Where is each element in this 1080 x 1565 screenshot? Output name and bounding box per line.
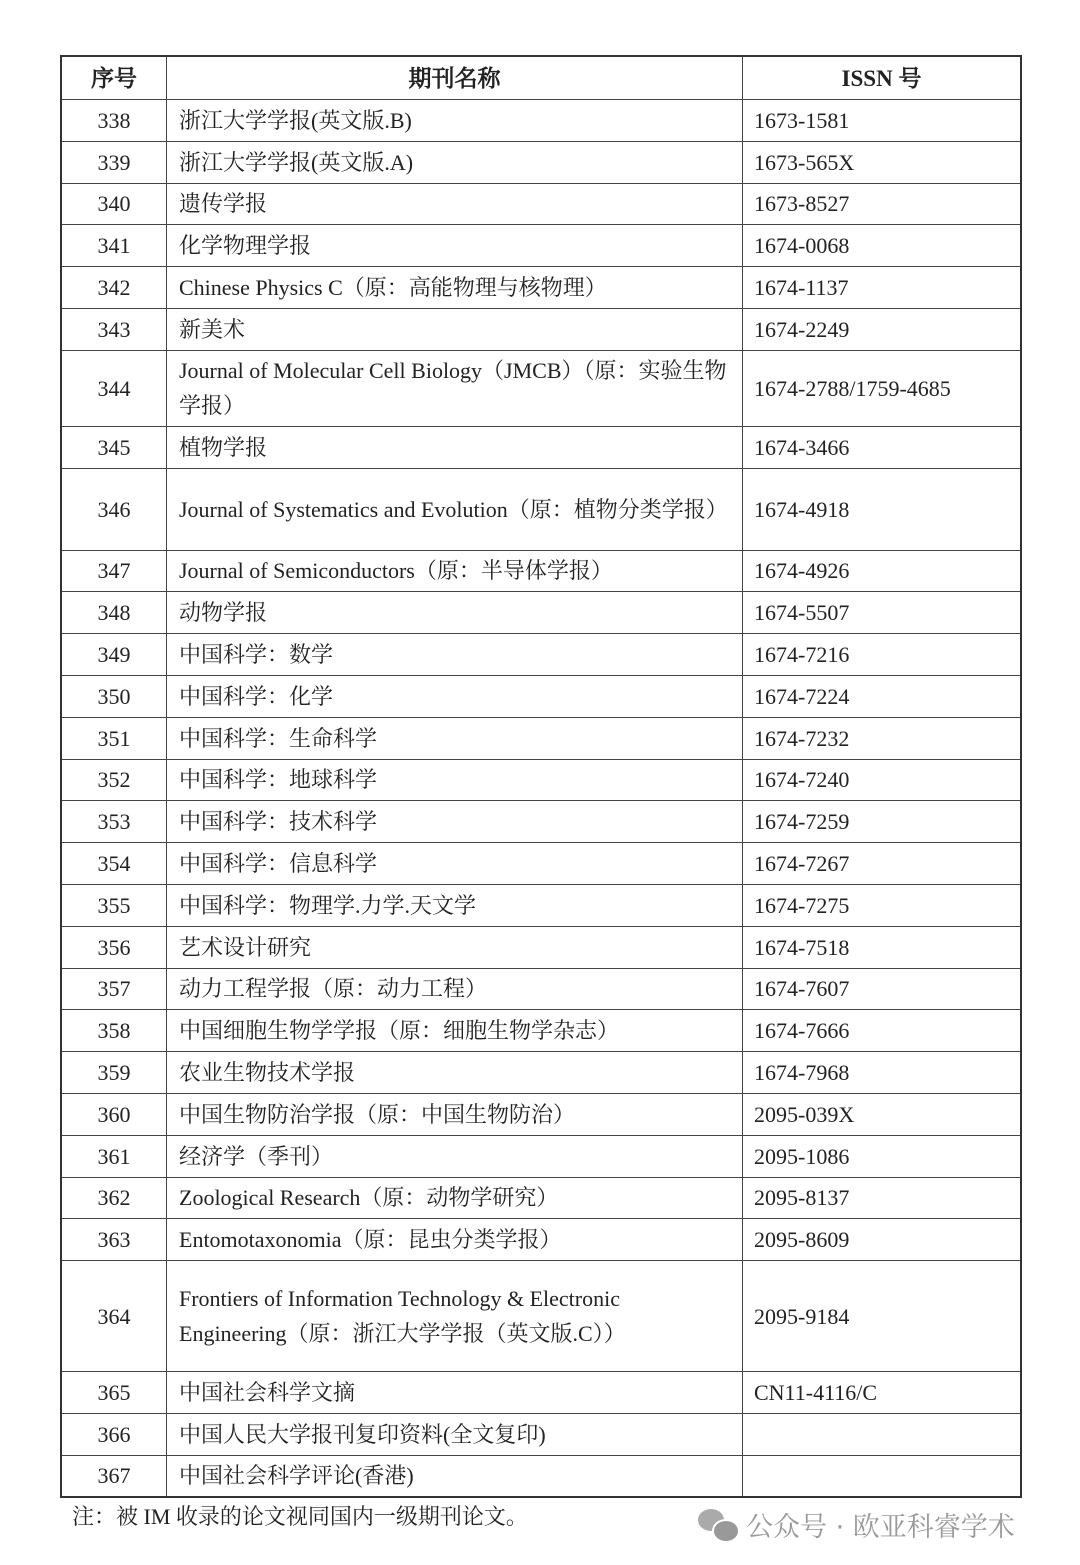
journal-name: 动物学报 bbox=[167, 592, 743, 634]
issn: 1674-7607 bbox=[743, 968, 1022, 1010]
journal-name: 中国科学：数学 bbox=[167, 634, 743, 676]
row-number: 353 bbox=[61, 801, 167, 843]
row-number: 355 bbox=[61, 884, 167, 926]
table-row bbox=[61, 1261, 1021, 1372]
table-row bbox=[61, 426, 1021, 468]
row-number: 356 bbox=[61, 926, 167, 968]
issn: 1674-5507 bbox=[743, 592, 1022, 634]
issn: 1674-7216 bbox=[743, 634, 1022, 676]
issn: 1674-7224 bbox=[743, 675, 1022, 717]
journal-name: 浙江大学学报(英文版.B) bbox=[167, 100, 743, 142]
row-number: 348 bbox=[61, 592, 167, 634]
row-number: 345 bbox=[61, 426, 167, 468]
row-number: 362 bbox=[61, 1177, 167, 1219]
journal-name: 农业生物技术学报 bbox=[167, 1052, 743, 1094]
journal-name: 中国科学：地球科学 bbox=[167, 759, 743, 801]
issn bbox=[743, 1413, 1022, 1455]
table-row bbox=[61, 926, 1021, 968]
table-row bbox=[61, 968, 1021, 1010]
issn: 1674-4918 bbox=[743, 468, 1022, 550]
issn: 1674-7275 bbox=[743, 884, 1022, 926]
journal-name: Journal of Systematics and Evolution（原：植物分类学报） bbox=[167, 468, 743, 550]
table-row bbox=[61, 183, 1021, 225]
issn: 1674-7518 bbox=[743, 926, 1022, 968]
journal-name: 艺术设计研究 bbox=[167, 926, 743, 968]
header-no: 序号 bbox=[61, 56, 167, 100]
table-row bbox=[61, 350, 1021, 426]
journal-name: Zoological Research（原：动物学研究） bbox=[167, 1177, 743, 1219]
issn: 2095-9184 bbox=[743, 1261, 1022, 1372]
journal-name: 中国社会科学评论(香港) bbox=[167, 1455, 743, 1497]
journal-name: 中国细胞生物学学报（原：细胞生物学杂志） bbox=[167, 1010, 743, 1052]
wechat-icon bbox=[698, 1509, 738, 1541]
table-header-row bbox=[61, 56, 1021, 100]
row-number: 363 bbox=[61, 1219, 167, 1261]
issn: 1674-4926 bbox=[743, 550, 1022, 592]
row-number: 344 bbox=[61, 350, 167, 426]
issn: 2095-8137 bbox=[743, 1177, 1022, 1219]
journal-name: 植物学报 bbox=[167, 426, 743, 468]
journal-table bbox=[60, 55, 1022, 1498]
watermark bbox=[698, 1505, 1015, 1544]
row-number: 365 bbox=[61, 1372, 167, 1414]
journal-name: Journal of Molecular Cell Biology（JMCB）（原：实验生物学报） bbox=[167, 350, 743, 426]
header-journal-name: 期刊名称 bbox=[167, 56, 743, 100]
issn: 1674-1137 bbox=[743, 267, 1022, 309]
row-number: 354 bbox=[61, 843, 167, 885]
table-row bbox=[61, 100, 1021, 142]
issn: 1674-7666 bbox=[743, 1010, 1022, 1052]
issn: 1673-1581 bbox=[743, 100, 1022, 142]
journal-name: 中国科学：生命科学 bbox=[167, 717, 743, 759]
issn bbox=[743, 1455, 1022, 1497]
issn: 1674-7240 bbox=[743, 759, 1022, 801]
issn: CN11-4116/C bbox=[743, 1372, 1022, 1414]
table-row bbox=[61, 801, 1021, 843]
journal-name: 中国科学：物理学.力学.天文学 bbox=[167, 884, 743, 926]
journal-name: Frontiers of Information Technology & Electronic Engineering（原：浙江大学学报（英文版.C）） bbox=[167, 1261, 743, 1372]
footnote: 注：被 IM 收录的论文视同国内一级期刊论文。 bbox=[72, 1504, 528, 1529]
issn: 1674-7232 bbox=[743, 717, 1022, 759]
row-number: 342 bbox=[61, 267, 167, 309]
table-row bbox=[61, 634, 1021, 676]
table-row bbox=[61, 717, 1021, 759]
issn: 1674-7968 bbox=[743, 1052, 1022, 1094]
journal-name: 遗传学报 bbox=[167, 183, 743, 225]
journal-name: 中国社会科学文摘 bbox=[167, 1372, 743, 1414]
journal-name: 经济学（季刊） bbox=[167, 1135, 743, 1177]
table-row bbox=[61, 225, 1021, 267]
table-row bbox=[61, 550, 1021, 592]
table-row bbox=[61, 308, 1021, 350]
table-row bbox=[61, 884, 1021, 926]
row-number: 351 bbox=[61, 717, 167, 759]
row-number: 341 bbox=[61, 225, 167, 267]
journal-name: 中国科学：化学 bbox=[167, 675, 743, 717]
row-number: 338 bbox=[61, 100, 167, 142]
issn: 2095-8609 bbox=[743, 1219, 1022, 1261]
issn: 1674-7259 bbox=[743, 801, 1022, 843]
table-row bbox=[61, 592, 1021, 634]
row-number: 346 bbox=[61, 468, 167, 550]
journal-name: Chinese Physics C（原：高能物理与核物理） bbox=[167, 267, 743, 309]
watermark-text: 公众号 · 欧亚科睿学术 bbox=[746, 1512, 1015, 1543]
journal-name: Journal of Semiconductors（原：半导体学报） bbox=[167, 550, 743, 592]
journal-name: 新美术 bbox=[167, 308, 743, 350]
issn: 2095-039X bbox=[743, 1093, 1022, 1135]
table-row bbox=[61, 267, 1021, 309]
table-row bbox=[61, 141, 1021, 183]
table-row bbox=[61, 1177, 1021, 1219]
issn: 1673-565X bbox=[743, 141, 1022, 183]
journal-name: Entomotaxonomia（原：昆虫分类学报） bbox=[167, 1219, 743, 1261]
journal-name: 中国科学：信息科学 bbox=[167, 843, 743, 885]
issn: 1674-3466 bbox=[743, 426, 1022, 468]
table-row bbox=[61, 1455, 1021, 1497]
table-row bbox=[61, 1219, 1021, 1261]
table-row bbox=[61, 843, 1021, 885]
journal-name: 中国科学：技术科学 bbox=[167, 801, 743, 843]
row-number: 366 bbox=[61, 1413, 167, 1455]
issn: 1674-7267 bbox=[743, 843, 1022, 885]
table-row bbox=[61, 1372, 1021, 1414]
journal-name: 中国生物防治学报（原：中国生物防治） bbox=[167, 1093, 743, 1135]
row-number: 347 bbox=[61, 550, 167, 592]
issn: 1673-8527 bbox=[743, 183, 1022, 225]
row-number: 349 bbox=[61, 634, 167, 676]
issn: 2095-1086 bbox=[743, 1135, 1022, 1177]
header-issn: ISSN 号 bbox=[743, 56, 1022, 100]
row-number: 350 bbox=[61, 675, 167, 717]
row-number: 358 bbox=[61, 1010, 167, 1052]
table-row bbox=[61, 1010, 1021, 1052]
table-row bbox=[61, 759, 1021, 801]
journal-name: 浙江大学学报(英文版.A) bbox=[167, 141, 743, 183]
row-number: 367 bbox=[61, 1455, 167, 1497]
row-number: 364 bbox=[61, 1261, 167, 1372]
table-row bbox=[61, 675, 1021, 717]
row-number: 361 bbox=[61, 1135, 167, 1177]
row-number: 352 bbox=[61, 759, 167, 801]
journal-name: 化学物理学报 bbox=[167, 225, 743, 267]
row-number: 360 bbox=[61, 1093, 167, 1135]
issn: 1674-2788/1759-4685 bbox=[743, 350, 1022, 426]
issn: 1674-0068 bbox=[743, 225, 1022, 267]
row-number: 339 bbox=[61, 141, 167, 183]
journal-name: 动力工程学报（原：动力工程） bbox=[167, 968, 743, 1010]
row-number: 357 bbox=[61, 968, 167, 1010]
table-row bbox=[61, 1135, 1021, 1177]
row-number: 343 bbox=[61, 308, 167, 350]
row-number: 340 bbox=[61, 183, 167, 225]
table-row bbox=[61, 1052, 1021, 1094]
row-number: 359 bbox=[61, 1052, 167, 1094]
table-row bbox=[61, 468, 1021, 550]
issn: 1674-2249 bbox=[743, 308, 1022, 350]
journal-name: 中国人民大学报刊复印资料(全文复印) bbox=[167, 1413, 743, 1455]
table-row bbox=[61, 1093, 1021, 1135]
table-row bbox=[61, 1413, 1021, 1455]
